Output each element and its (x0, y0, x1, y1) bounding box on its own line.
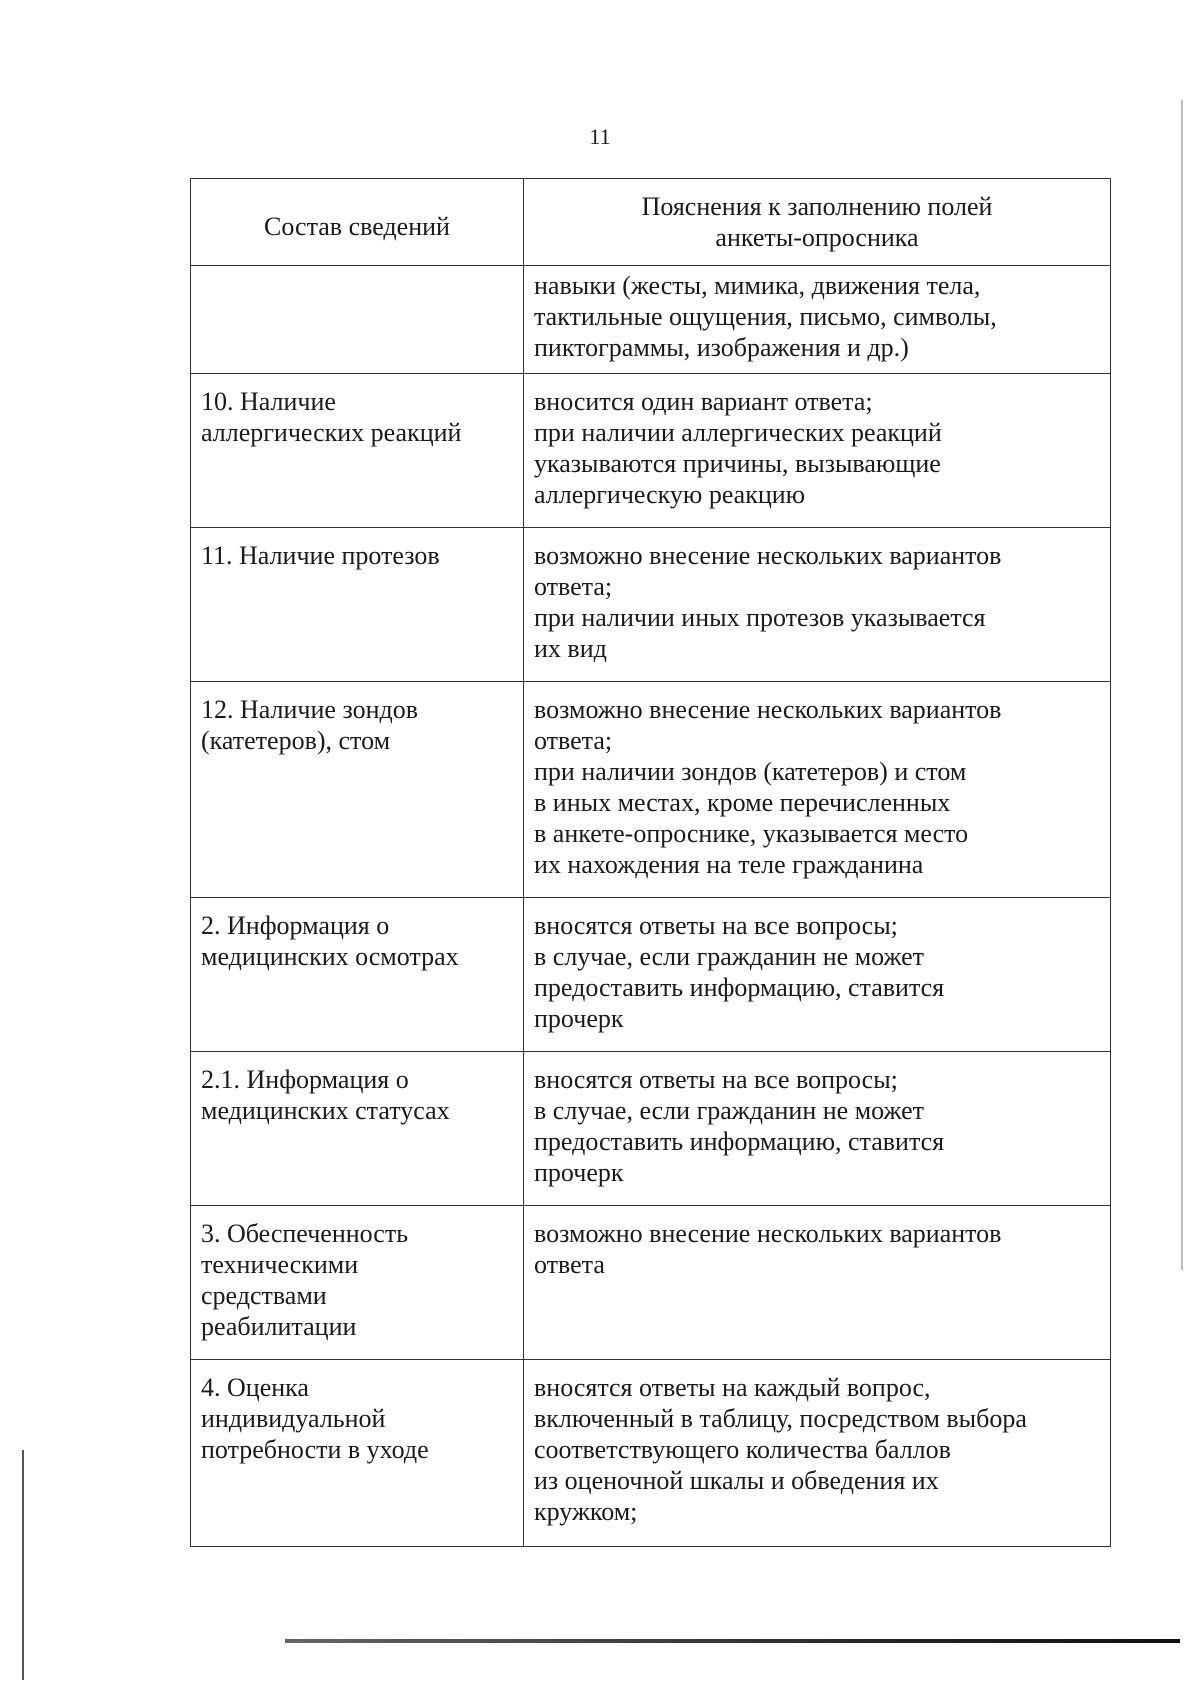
header-cell-composition: Состав сведений (191, 179, 524, 266)
explanation-cell: навыки (жесты, мимика, движения тела, тактильные ощущения, письмо, символы, пиктограммы, изображения и др.) (524, 266, 1111, 374)
table-row (191, 1360, 1111, 1547)
item-cell: 12. Наличие зондов (катетеров), стом (191, 682, 524, 898)
item-cell: 2. Информация о медицинских осмотрах (191, 898, 524, 1052)
item-cell: 3. Обеспеченность техническими средствами реабилитации (191, 1206, 524, 1360)
item-cell (191, 266, 524, 374)
table-row (191, 374, 1111, 528)
explanation-cell: возможно внесение нескольких вариантов ответа (524, 1206, 1111, 1360)
scan-edge-line-left (22, 1450, 24, 1680)
scan-edge-line-bottom (285, 1639, 1180, 1643)
explanation-cell: вносятся ответы на каждый вопрос, включенный в таблицу, посредством выбора соответствующего количества баллов из оценочной шкалы и обведения их кружком; (524, 1360, 1111, 1547)
explanation-cell: вносятся ответы на все вопросы; в случае, если гражданин не может предоставить информацию, ставится прочерк (524, 898, 1111, 1052)
header-cell-explanations: Пояснения к заполнению полей анкеты-опросника (524, 179, 1111, 266)
explanation-cell: вносятся ответы на все вопросы; в случае, если гражданин не может предоставить информацию, ставится прочерк (524, 1052, 1111, 1206)
explanation-cell: возможно внесение нескольких вариантов ответа; при наличии иных протезов указывается их вид (524, 528, 1111, 682)
table-row (191, 682, 1111, 898)
table-row (191, 1052, 1111, 1206)
instructions-table (190, 178, 1111, 1547)
item-cell: 2.1. Информация о медицинских статусах (191, 1052, 524, 1206)
table-row (191, 528, 1111, 682)
explanation-cell: возможно внесение нескольких вариантов ответа; при наличии зондов (катетеров) и стом в иных местах, кроме перечисленных в анкете-опроснике, указывается место их нахождения на теле гражданина (524, 682, 1111, 898)
table-row (191, 266, 1111, 374)
table-header-row (191, 179, 1111, 266)
table-row (191, 1206, 1111, 1360)
item-cell: 10. Наличие аллергических реакций (191, 374, 524, 528)
scan-edge-line-right (1181, 100, 1183, 1270)
table-row (191, 898, 1111, 1052)
item-cell: 4. Оценка индивидуальной потребности в уходе (191, 1360, 524, 1547)
item-cell: 11. Наличие протезов (191, 528, 524, 682)
explanation-cell: вносится один вариант ответа; при наличии аллергических реакций указываются причины, вызывающие аллергическую реакцию (524, 374, 1111, 528)
page-number: 11 (589, 124, 611, 149)
